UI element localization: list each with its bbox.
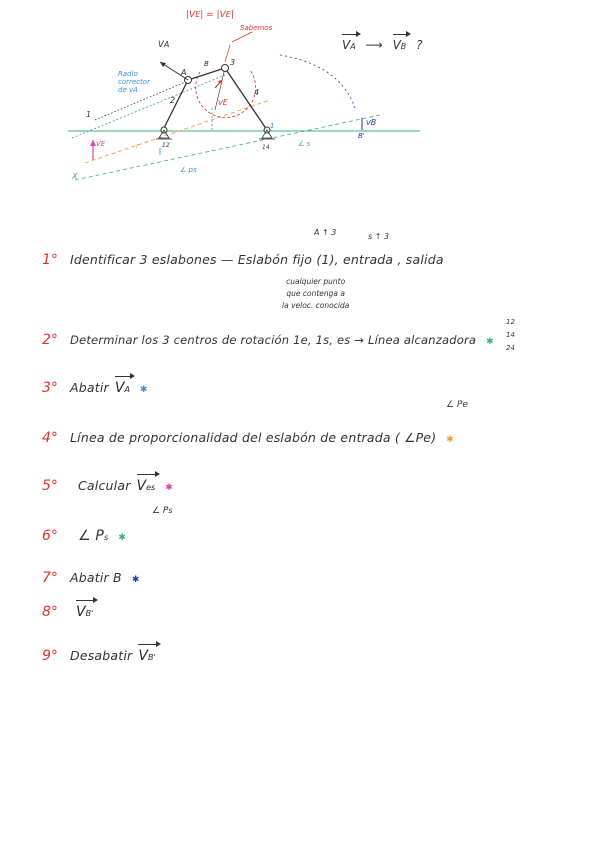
note-sabemos: Sabemos — [240, 24, 273, 32]
annotation-s: s ↑ 3 — [368, 232, 390, 241]
note-radio: Radio corrector de vA — [118, 70, 150, 94]
label-va-top: VA — [158, 40, 170, 50]
step-1: 1° Identificar 3 eslabones — Eslabón fijo (1), entrada , salida — [42, 252, 444, 268]
step-5: 5° Calcular Ves ✱ — [42, 478, 173, 494]
label-vb: VB — [366, 118, 377, 127]
label-a: A — [181, 68, 187, 77]
label-4: 4 — [254, 88, 260, 97]
mechanism-diagram — [0, 0, 600, 200]
goal-formula: VA ⟶ VB ? — [342, 38, 422, 52]
label-ve: VE — [218, 98, 228, 107]
label-b-top: B — [204, 60, 209, 68]
annotation-step4: ∠ Pe — [446, 400, 468, 410]
joint-3 — [222, 65, 229, 72]
red-arc — [196, 70, 256, 118]
step-9: 9° Desabatir VB' — [42, 648, 156, 664]
label-ve-pink: VE — [96, 140, 106, 148]
link-3 — [188, 68, 225, 80]
label-angle-ps: ∠ ps — [180, 166, 197, 174]
annotation-a: A ↑ 3 — [314, 228, 337, 237]
label-rs: r — [136, 142, 139, 150]
ground-pivot-left — [156, 127, 172, 139]
link-2 — [164, 80, 188, 128]
step-2: 2° Determinar los 3 centros de rotación 1e, 1s, es → Línea alcanzadora ✱ — [42, 332, 494, 348]
label-b2: B' — [358, 132, 365, 140]
label-12: 12 — [162, 142, 170, 149]
step-8: 8° VB' — [42, 604, 93, 620]
step-3: 3° Abatir VA ✱ — [42, 380, 147, 396]
step-6: 6° ∠ Ps ✱ — [42, 528, 126, 544]
proportionality-line-green — [75, 115, 380, 180]
label-3: 3 — [230, 58, 236, 67]
step-7: 7° Abatir B ✱ — [42, 570, 140, 586]
label-2: 2 — [170, 96, 176, 105]
label-14: 14 — [262, 144, 270, 151]
label-1a: 1 — [86, 110, 92, 119]
ve-formula: |VE| = |VE| — [186, 10, 234, 20]
label-1: 1 — [270, 122, 275, 130]
annotation-step6: ∠ Ps — [152, 506, 173, 516]
link-4 — [225, 68, 267, 130]
annotation-cualquier: cualquier punto que contenga a la veloc. conocida — [282, 277, 350, 310]
step-4: 4° Línea de proporcionalidad del eslabón de entrada ( ∠Pe) ✱ — [42, 430, 454, 446]
label-x: X — [72, 172, 78, 181]
annotation-centers: 12 14 24 — [506, 318, 515, 352]
arc-abatimiento — [280, 55, 355, 108]
label-angle-s: ∠ s — [298, 140, 311, 148]
